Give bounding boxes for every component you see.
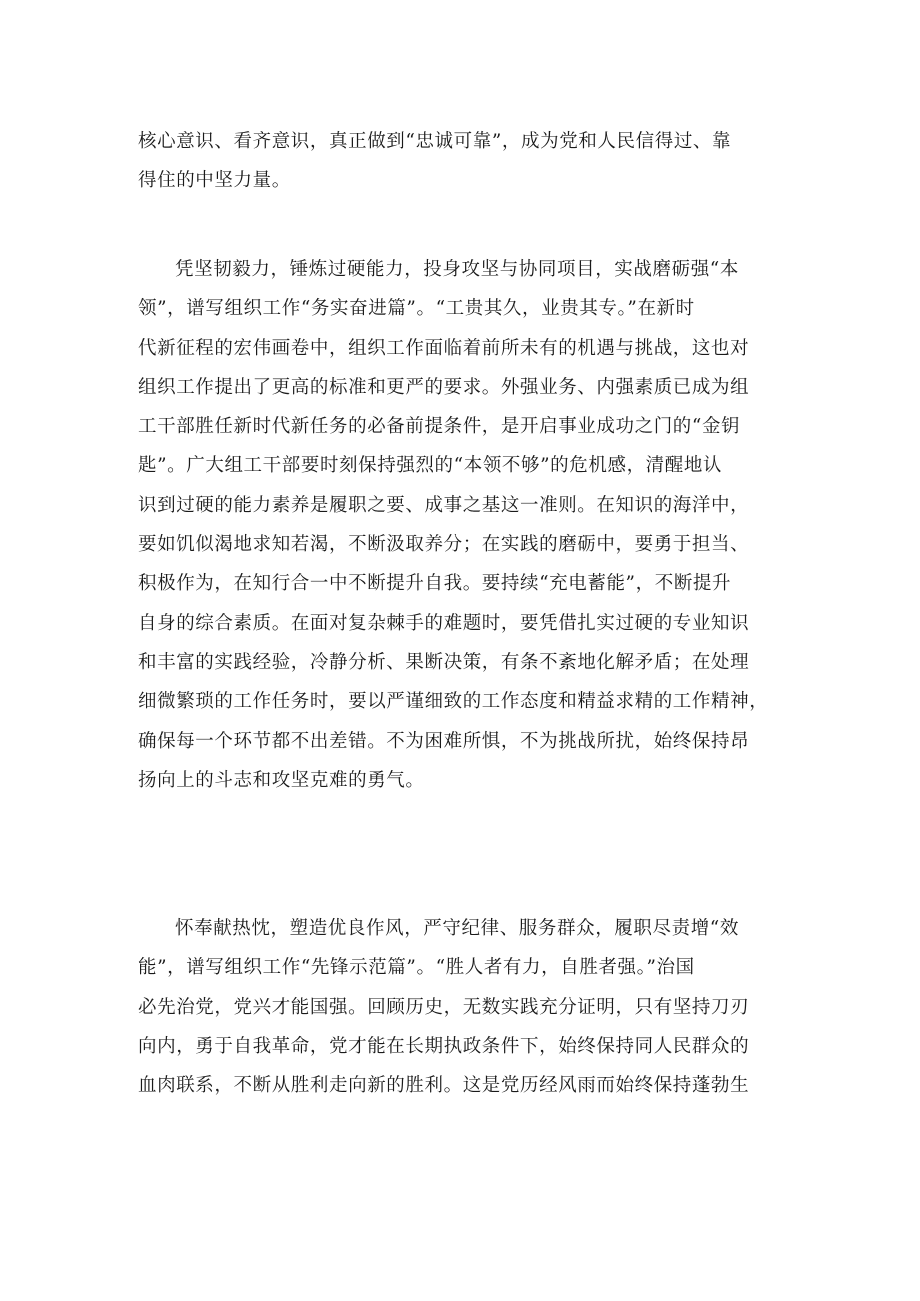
paragraph-line: 识到过硬的能力素养是履职之要、成事之基这一准则。在知识的海洋中，: [138, 494, 750, 516]
paragraph-2: [138, 250, 788, 800]
paragraph-line: 代新征程的宏伟画卷中，组织工作面临着前所未有的机遇与挑战，这也对: [138, 337, 750, 359]
paragraph-line: 工干部胜任新时代新任务的必备前提条件，是开启事业成功之门的“金钥: [138, 416, 741, 438]
paragraph-3: [138, 909, 788, 1105]
paragraph-line: 扬向上的斗志和攻坚克难的勇气。: [138, 769, 425, 791]
paragraph-line: 向内，勇于自我革命，党才能在长期执政条件下，始终保持同人民群众的: [138, 1035, 750, 1057]
paragraph-line: 凭坚韧毅力，锤炼过硬能力，投身攻坚与协同项目，实战磨砺强“本: [175, 259, 739, 280]
paragraph-line: 和丰富的实践经验，冷静分析、果断决策，有条不紊地化解矛盾；在处理: [138, 651, 750, 673]
paragraph-line: 自身的综合素质。在面对复杂棘手的难题时，要凭借扎实过硬的专业知识: [138, 612, 750, 634]
paragraph-line: 要如饥似渴地求知若渴，不断汲取养分；在实践的磨砺中，要勇于担当、: [138, 534, 750, 556]
paragraph-line: 血肉联系，不断从胜利走向新的胜利。这是党历经风雨而始终保持蓬勃生: [138, 1075, 750, 1097]
paragraph-line: 怀奉献热忱，塑造优良作风，严守纪律、服务群众，履职尽责增“效: [175, 918, 739, 939]
paragraph-line: 领”，谱写组织工作“务实奋进篇”。“工贵其久，业贵其专。”在新时: [138, 298, 695, 320]
paragraph-1: [138, 122, 788, 201]
paragraph-line: 必先治党，党兴才能国强。回顾历史，无数实践充分证明，只有坚持刀刃: [138, 996, 750, 1018]
paragraph-line: 积极作为，在知行合一中不断提升自我。要持续“充电蓄能”，不断提升: [138, 573, 732, 595]
paragraph-line: 得住的中坚力量。: [138, 170, 291, 192]
paragraph-line: 组织工作提出了更高的标准和更严的要求。外强业务、内强素质已成为组: [138, 376, 750, 398]
paragraph-line: 核心意识、看齐意识，真正做到“忠诚可靠”，成为党和人民信得过、靠: [138, 131, 732, 152]
paragraph-line: 细微繁琐的工作任务时，要以严谨细致的工作态度和精益求精的工作精神，: [138, 691, 769, 713]
paragraph-line: 匙”。广大组工干部要时刻保持强烈的“本领不够”的危机感，清醒地认: [138, 455, 723, 477]
paragraph-line: 确保每一个环节都不出差错。不为困难所惧，不为挑战所扰，始终保持昂: [138, 730, 750, 752]
paragraph-line: 能”，谱写组织工作“先锋示范篇”。“胜人者有力，自胜者强。”治国: [138, 957, 695, 979]
